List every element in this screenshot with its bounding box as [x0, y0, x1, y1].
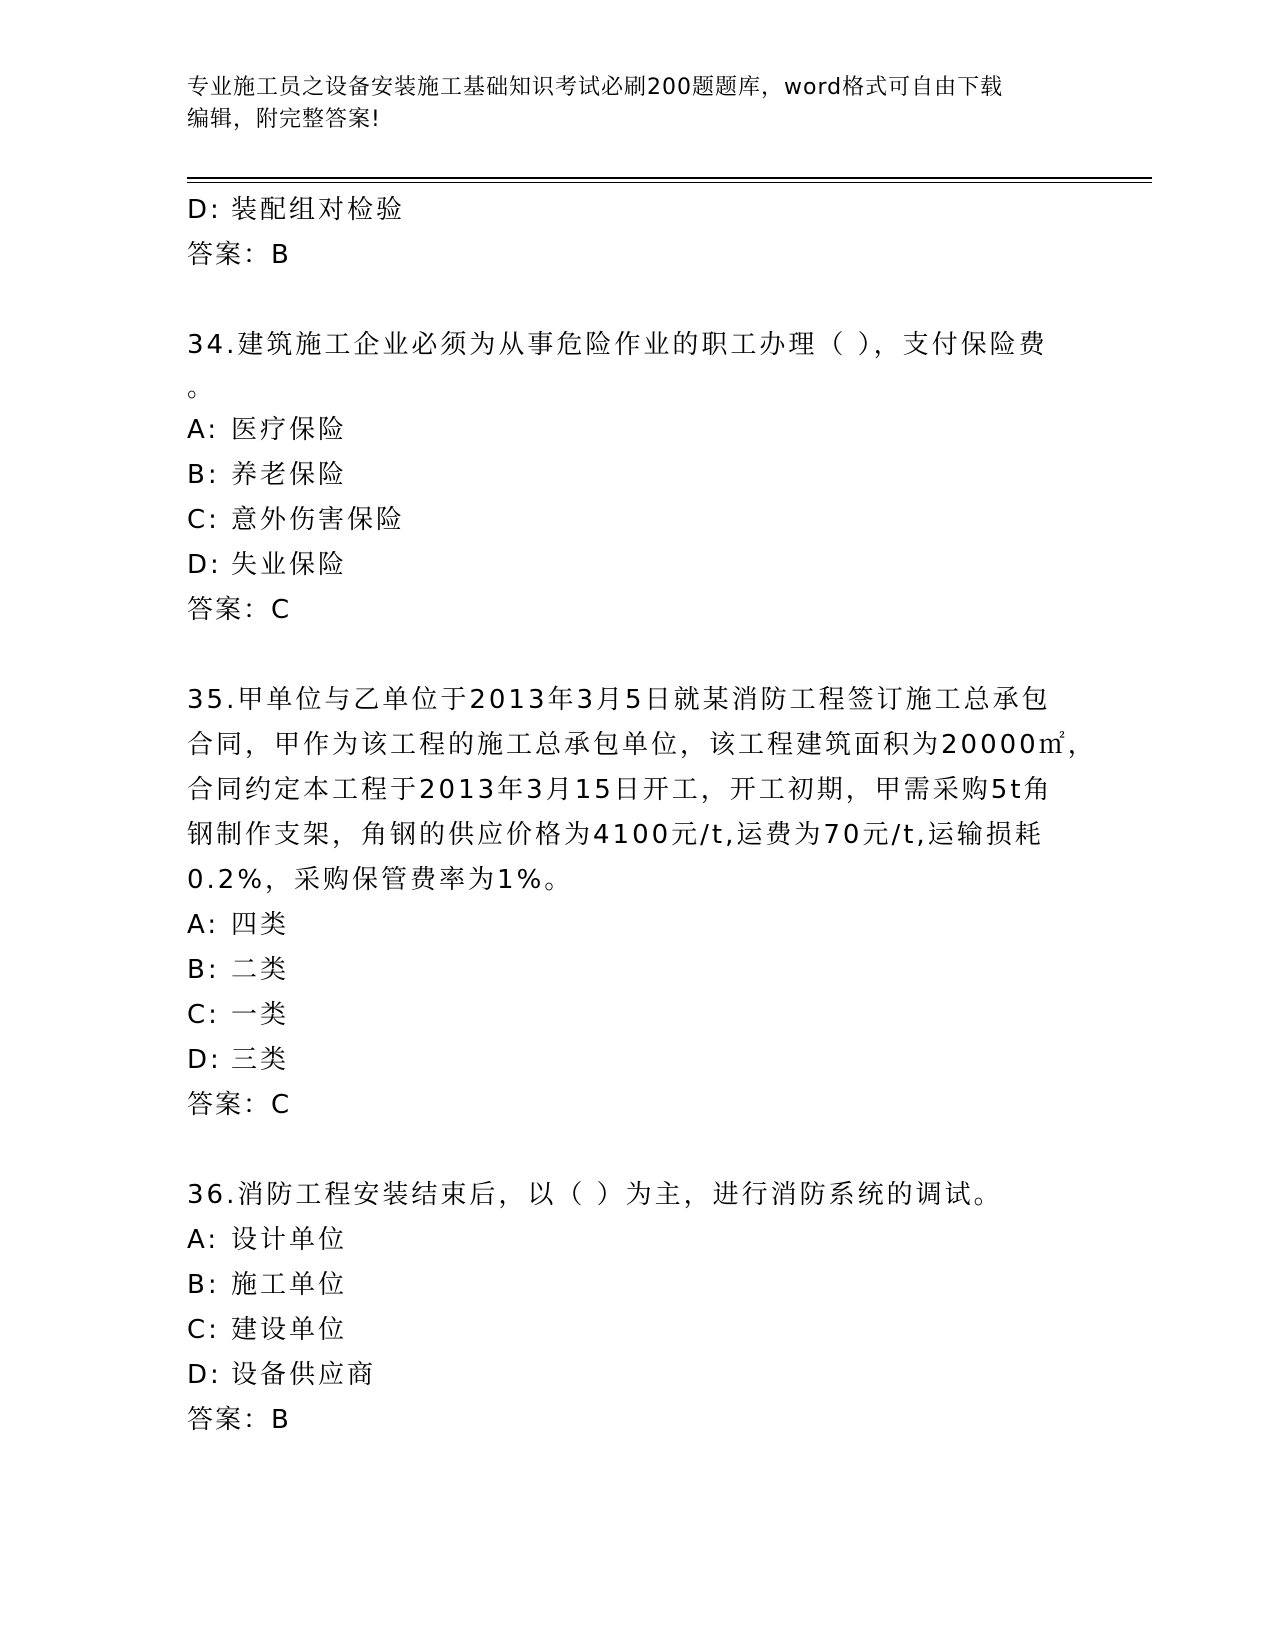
- q35-text-line-4: 钢制作支架，角钢的供应价格为4100元/t,运费为70元/t,运输损耗: [187, 820, 1044, 850]
- option-text: 失业保险: [231, 550, 348, 580]
- q35-option-b: [187, 948, 1087, 993]
- option-text: 设计单位: [231, 1225, 348, 1255]
- option-text: 三类: [231, 1045, 290, 1075]
- prev-option-d: [187, 188, 1087, 233]
- option-text: 意外伤害保险: [231, 505, 406, 535]
- header-line-2: 编辑，附完整答案!: [187, 107, 381, 132]
- option-label: D:: [187, 195, 222, 225]
- q35-text-line-5: 0.2%，采购保管费率为1%。: [187, 865, 574, 895]
- header-line-1: 专业施工员之设备安装施工基础知识考试必刷200题题库，word格式可自由下载: [187, 75, 1004, 100]
- q34-option-b: [187, 453, 1087, 498]
- q34-option-d: [187, 543, 1087, 588]
- q36-option-b: [187, 1263, 1087, 1308]
- q35-option-c: [187, 993, 1087, 1038]
- option-text: 医疗保险: [231, 415, 348, 445]
- option-label: B:: [187, 1270, 220, 1300]
- option-label: A:: [187, 910, 220, 940]
- option-text: 装配组对检验: [231, 195, 406, 225]
- q36-option-a: [187, 1218, 1087, 1263]
- q35-option-a: [187, 903, 1087, 948]
- q35-text-line-1: 35.甲单位与乙单位于2013年3月5日就某消防工程签订施工总承包: [187, 685, 1051, 715]
- spacer: [187, 633, 1087, 678]
- option-label: B:: [187, 460, 220, 490]
- document-header: [187, 72, 1067, 136]
- prev-answer: 答案：B: [187, 240, 291, 270]
- option-label: D:: [187, 1360, 222, 1390]
- spacer: [187, 278, 1087, 323]
- q35-option-d: [187, 1038, 1087, 1083]
- q34-option-a: [187, 408, 1087, 453]
- option-label: C:: [187, 505, 220, 535]
- option-text: 施工单位: [231, 1270, 348, 1300]
- option-text: 养老保险: [231, 460, 348, 490]
- q36-text-line-1: 36.消防工程安装结束后，以（ ）为主，进行消防系统的调试。: [187, 1180, 1003, 1210]
- option-text: 二类: [231, 955, 290, 985]
- q36-answer: 答案：B: [187, 1405, 291, 1435]
- option-label: A:: [187, 1225, 220, 1255]
- option-text: 四类: [231, 910, 290, 940]
- option-label: C:: [187, 1315, 220, 1345]
- q34-answer: 答案：C: [187, 595, 292, 625]
- q36-option-c: [187, 1308, 1087, 1353]
- option-text: 设备供应商: [231, 1360, 377, 1390]
- option-label: A:: [187, 415, 220, 445]
- q34-text-line-2: 。: [187, 373, 217, 403]
- option-label: D:: [187, 1045, 222, 1075]
- q34-text-line-1: 34.建筑施工企业必须为从事危险作业的职工办理（ ），支付保险费: [187, 330, 1048, 360]
- option-text: 建设单位: [231, 1315, 348, 1345]
- q35-text-line-3: 合同约定本工程于2013年3月15日开工，开工初期，甲需采购5t角: [187, 775, 1053, 805]
- q35-answer: 答案：C: [187, 1090, 292, 1120]
- option-text: 一类: [231, 1000, 290, 1030]
- option-label: D:: [187, 550, 222, 580]
- header-divider-thick: [187, 177, 1152, 179]
- option-label: C:: [187, 1000, 220, 1030]
- q35-text-line-2: 合同，甲作为该工程的施工总承包单位，该工程建筑面积为20000㎡，: [187, 730, 1097, 760]
- option-label: B:: [187, 955, 220, 985]
- q36-option-d: [187, 1353, 1087, 1398]
- header-divider-thin: [187, 182, 1152, 183]
- spacer: [187, 1128, 1087, 1173]
- question-content: [187, 188, 1097, 1443]
- q34-option-c: [187, 498, 1087, 543]
